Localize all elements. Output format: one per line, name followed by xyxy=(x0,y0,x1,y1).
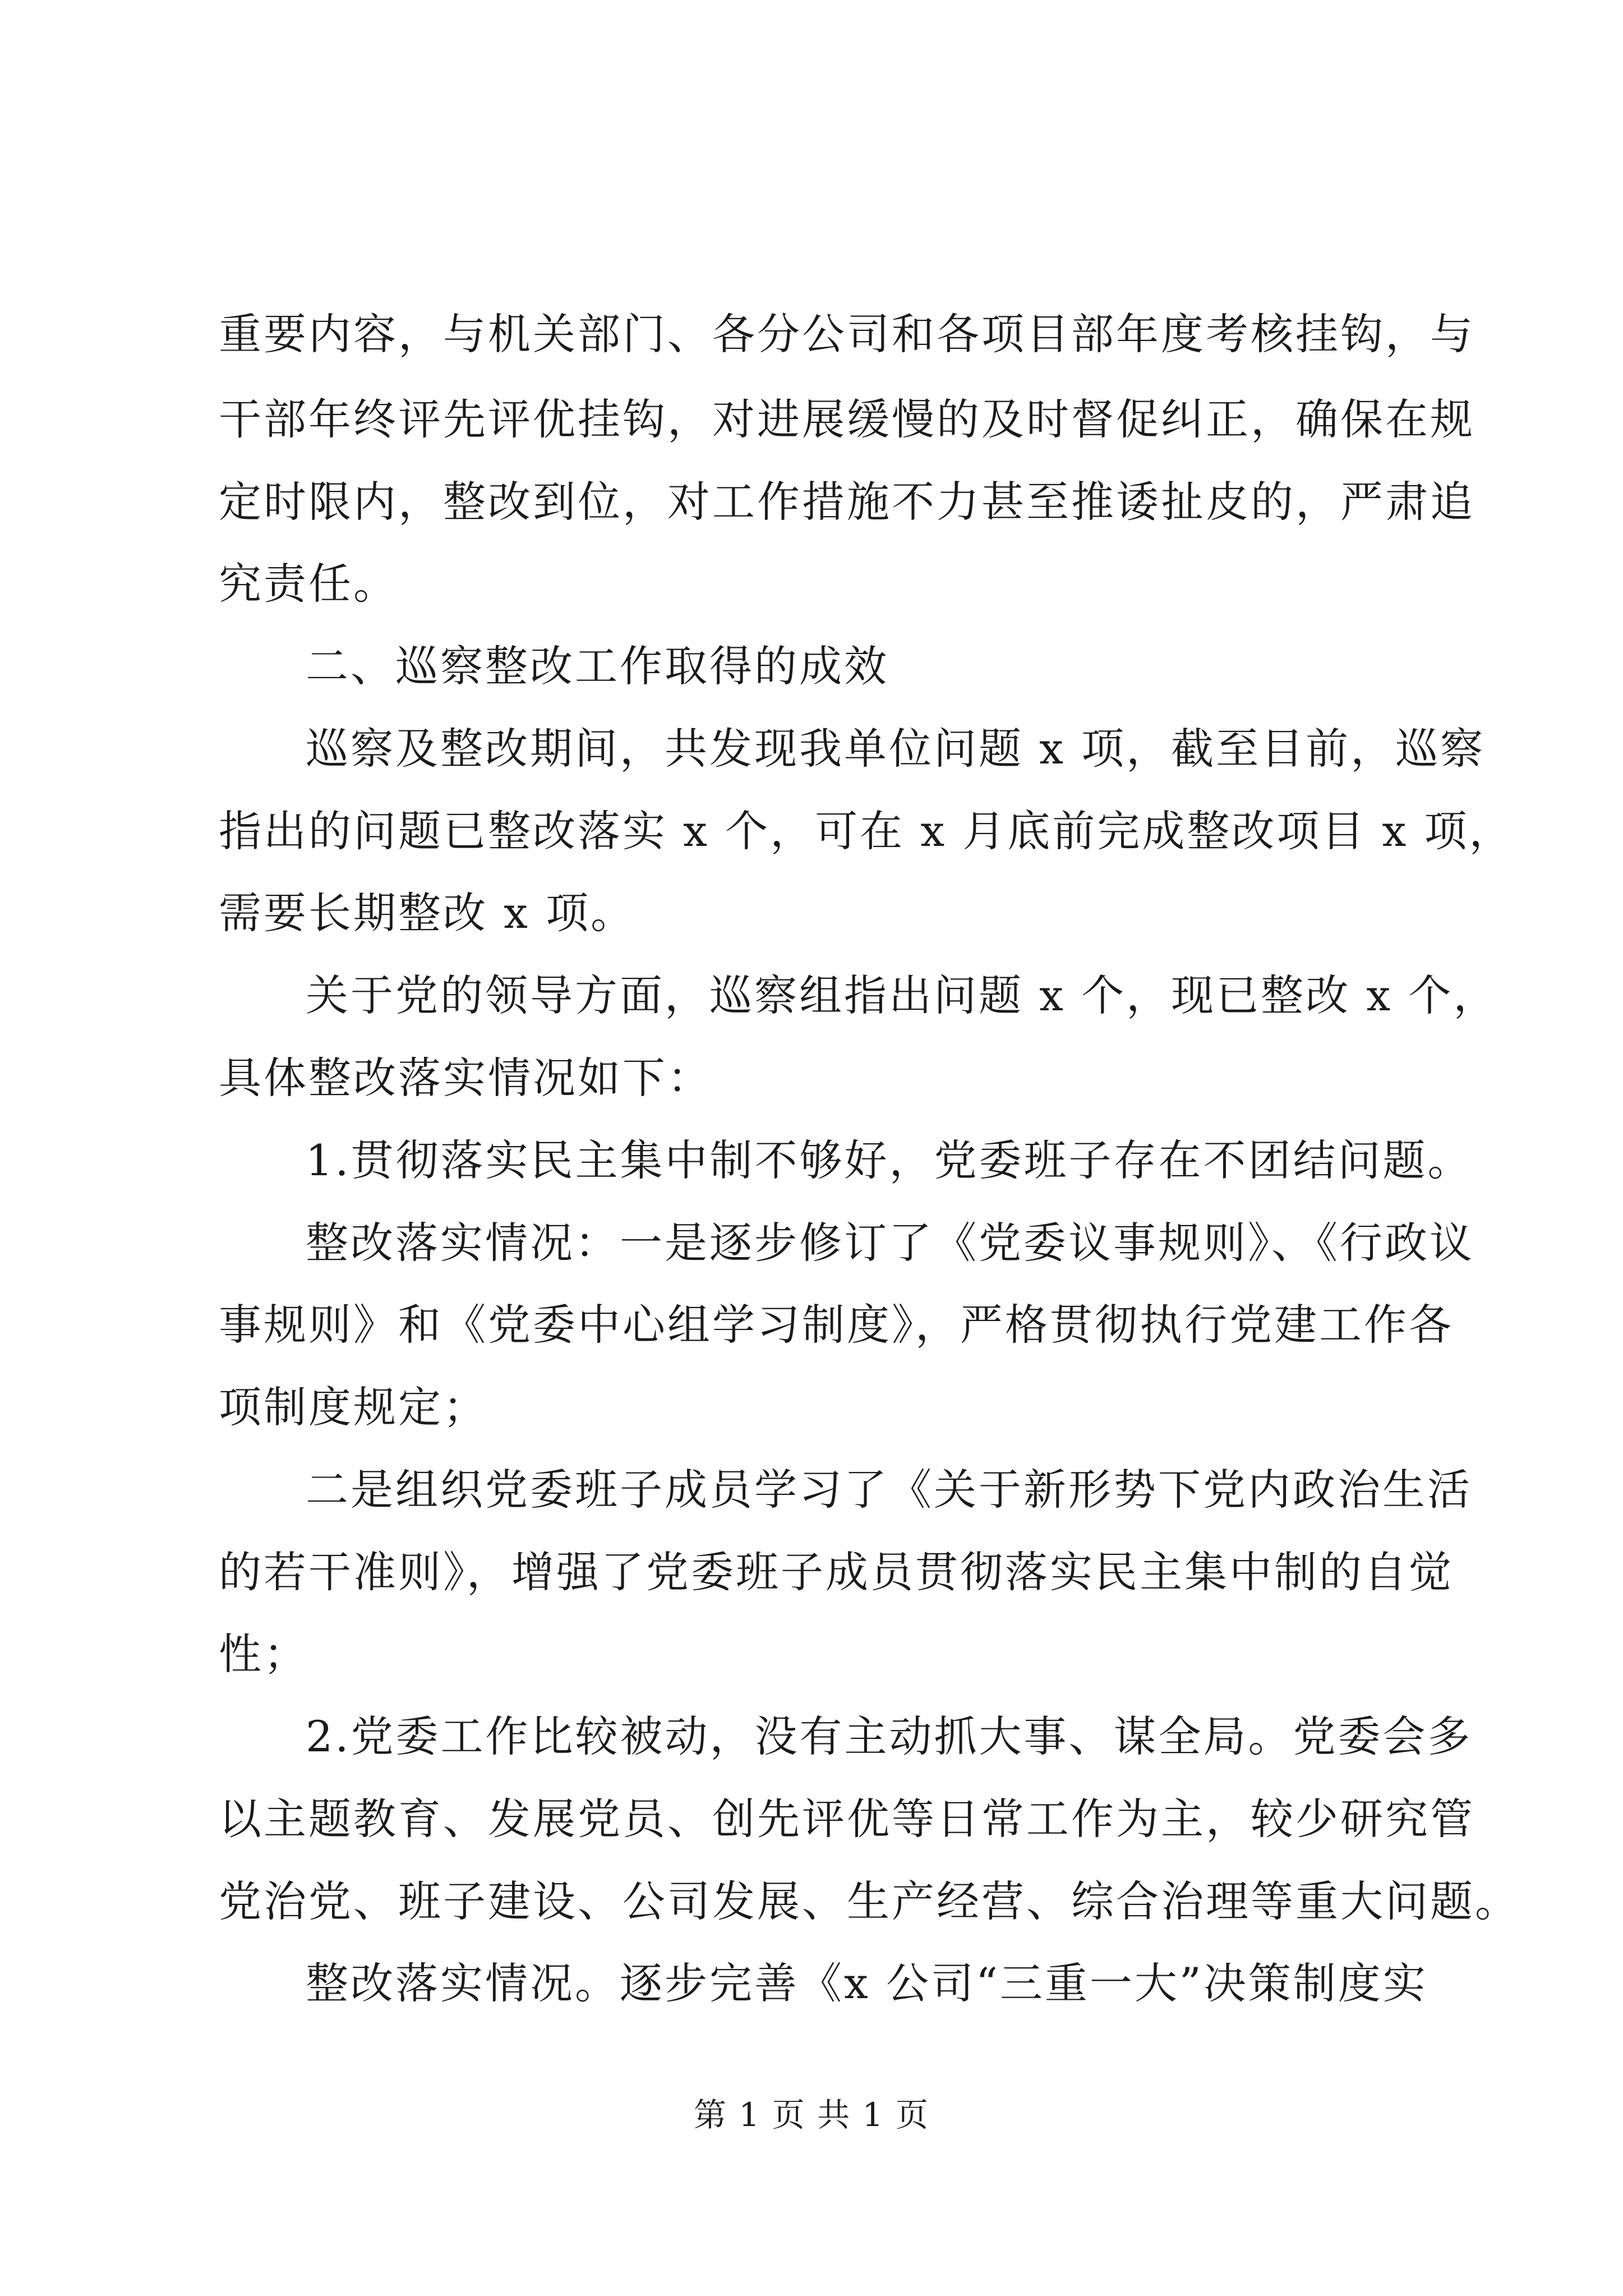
body-text-line: 需要长期整改 x 项。 xyxy=(219,888,636,938)
body-text-line: 整改落实情况：一是逐步修订了《党委议事规则》、《行政议 xyxy=(306,1218,1474,1268)
body-text-line: 干部年终评先评优挂钩，对进展缓慢的及时督促纠正，确保在规 xyxy=(219,394,1475,444)
body-text-line: 具体整改落实情况如下： xyxy=(219,1053,712,1103)
body-text-line: 2.党委工作比较被动，没有主动抓大事、谋全局。党委会多 xyxy=(306,1711,1473,1761)
body-text-line: 事规则》和《党委中心组学习制度》，严格贯彻执行党建工作各 xyxy=(219,1300,1454,1350)
body-text-line: 究责任。 xyxy=(219,559,398,609)
body-text-line: 整改落实情况。逐步完善《x 公司“三重一大”决策制度实 xyxy=(306,1958,1428,2008)
body-text-line: 二是组织党委班子成员学习了《关于新形势下党内政治生活 xyxy=(306,1465,1472,1515)
section-heading: 二、巡察整改工作取得的成效 xyxy=(306,641,889,691)
body-text-line: 巡察及整改期间，共发现我单位问题 x 项，截至目前，巡察 xyxy=(306,724,1486,774)
body-text-line: 党治党、班子建设、公司发展、生产经营、综合治理等重大问题。 xyxy=(219,1876,1520,1926)
body-text-line: 的若干准则》，增强了党委班子成员贯彻落实民主集中制的自觉 xyxy=(219,1547,1454,1597)
body-text-line: 关于党的领导方面，巡察组指出问题 x 个，现已整改 x 个， xyxy=(306,970,1498,1020)
body-text-line: 指出的问题已整改落实 x 个，可在 x 月底前完成整改项目 x 项， xyxy=(219,806,1514,856)
body-text-line: 项制度规定； xyxy=(219,1382,488,1432)
body-text-line: 定时限内，整改到位，对工作措施不力甚至推诿扯皮的，严肃追 xyxy=(219,477,1475,527)
body-text-line: 以主题教育、发展党员、创先评优等日常工作为主，较少研究管 xyxy=(219,1794,1475,1844)
body-text-line: 1.贯彻落实民主集中制不够好，党委班子存在不团结问题。 xyxy=(306,1135,1473,1185)
body-text-line: 重要内容，与机关部门、各分公司和各项目部年度考核挂钩，与 xyxy=(219,309,1475,359)
body-text-line: 性； xyxy=(219,1629,308,1679)
page-footer: 第 1 页 共 1 页 xyxy=(694,2096,929,2134)
